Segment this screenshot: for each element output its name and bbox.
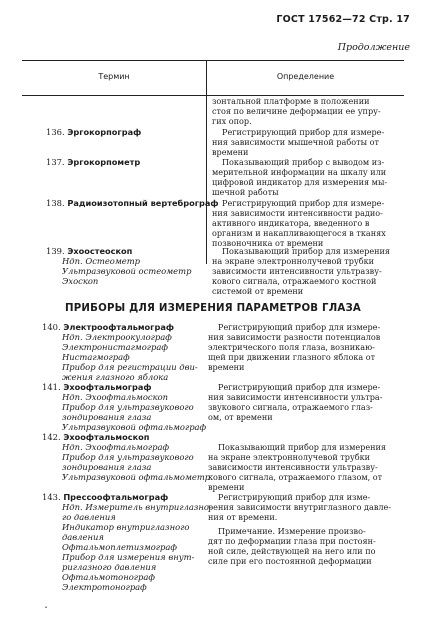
table-header (22, 60, 404, 96)
term-139 (46, 246, 132, 256)
definition-line: ом, от времени (208, 412, 273, 422)
section-title: ПРИБОРЫ ДЛЯ ИЗМЕРЕНИЯ ПАРАМЕТРОВ ГЛАЗА (65, 303, 361, 314)
term-number: 138. (46, 198, 65, 208)
definition-line: ния зависимости интенсивности ультра- (208, 392, 383, 402)
term-synonym: Прибор для регистрации дви- (62, 362, 198, 372)
definition-line: позвоночника от времени (212, 238, 324, 248)
term-number: 139. (46, 246, 65, 256)
definition-line: Примечание. Измерение произво- (218, 526, 366, 536)
definition-line: кового сигнала, отражаемого костной (212, 276, 377, 286)
term-synonym: Индикатор внутриглазного (62, 522, 190, 532)
definition-line: щей при движении глазного яблока от (208, 352, 376, 362)
column-rule (206, 94, 207, 264)
term-name: Эхоофтальмограф (63, 382, 152, 392)
definition-line: Регистрирующий прибор для измере- (218, 322, 381, 332)
definition-line: ной силе, действующей на него или по (208, 546, 376, 556)
definition-line: рения зависимости внутриглазного давле- (208, 502, 392, 512)
term-synonym: Ультразвуковой остеометр (62, 266, 192, 276)
term-number: 143. (42, 492, 61, 502)
term-synonym: риглазного давления (62, 562, 157, 572)
term-synonym: Эхоскоп (62, 276, 99, 286)
term-138 (46, 198, 219, 208)
definition-line: зависимости интенсивности ультразву- (208, 462, 378, 472)
term-number: 136. (46, 127, 65, 137)
definition-line: кового сигнала, отражаемого глазом, от (208, 472, 383, 482)
term-number: 142. (42, 432, 61, 442)
definition-line: ния зависимости интенсивности радио- (212, 208, 383, 218)
column-header-definition: Определение (276, 72, 335, 81)
term-synonym: Прибор для ультразвукового (62, 402, 194, 412)
definition-line: шечной работы (212, 187, 279, 197)
term-synonym: Офтальмоплетизмограф (62, 542, 177, 552)
definition-line: активного индикатора, введенного в (212, 218, 370, 228)
term-synonym: Ультразвуковой офтальмометр (62, 472, 211, 482)
term-name: Прессоофтальмограф (63, 492, 169, 502)
definition-line: Показывающий прибор для измерения (218, 442, 387, 452)
term-synonym: Электротонограф (62, 582, 147, 592)
definition-line: системой от времени (212, 286, 304, 296)
definition-line: времени (208, 362, 245, 372)
definition-line: электрического поля глаза, возникаю- (208, 342, 375, 352)
term-number: 140. (42, 322, 61, 332)
definition-line: Регистрирующий прибор для измере- (222, 127, 385, 137)
definition-line: Регистрирующий прибор для измере- (222, 198, 385, 208)
term-name: Эхоостеоскоп (67, 246, 133, 256)
definition-line: зонтальной платформе в положении (212, 96, 370, 106)
term-name: Эргокорпограф (67, 127, 142, 137)
term-synonym: Ндп. Электроокулограф (62, 332, 172, 342)
definition-line: времени (212, 147, 249, 157)
term-name: Эргокорпометр (67, 157, 141, 167)
definition-line: стоя по величине деформации ее упру- (212, 106, 381, 116)
column-header-term: Термин (98, 72, 130, 81)
definition-line: организм и накапливающегося в тканях (212, 228, 386, 238)
definition-line: ния зависимости разности потенциалов (208, 332, 381, 342)
term-name: Эхоофтальмоскоп (63, 432, 150, 442)
definition-line: звукового сигнала, отражаемого глаз- (208, 402, 373, 412)
term-synonym: Ндп. Остеометр (62, 256, 141, 266)
term-synonym: зондирования глаза (62, 412, 152, 422)
term-synonym: жения глазного яблока (62, 372, 169, 382)
definition-line: дят по деформации глаза при постоян- (208, 536, 376, 546)
term-synonym: го давления (62, 512, 116, 522)
term-synonym: Офтальмотонограф (62, 572, 155, 582)
term-142 (42, 432, 149, 442)
definition-line: времени (208, 482, 245, 492)
term-synonym: Прибор для ультразвукового (62, 452, 194, 462)
term-synonym: давления (62, 532, 104, 542)
definition-line: силе при его постоянной деформации (208, 556, 372, 566)
term-137 (46, 157, 140, 167)
definition-line: на экране электроннолучевой трубки (208, 452, 371, 462)
term-141 (42, 382, 152, 392)
term-synonym: Ндп. Эхоофтальмограф (62, 442, 170, 452)
definition-line: на экране электроннолучевой трубки (212, 256, 375, 266)
term-name: Радиоизотопный вертеброграф (67, 198, 219, 208)
continuation-label: Продолжение (337, 42, 410, 53)
definition-line: мерительной информации на шкалу или (212, 167, 387, 177)
definition-line: ния зависимости мышечной работы от (212, 137, 379, 147)
definition-line: гих опор. (212, 116, 252, 126)
term-synonym: Нистагмограф (62, 352, 130, 362)
term-synonym: Прибор для измерения внут- (62, 552, 195, 562)
term-136 (46, 127, 141, 137)
definition-line: Показывающий прибор с выводом из- (222, 157, 385, 167)
term-number: 137. (46, 157, 65, 167)
term-synonym: Электронистагмограф (62, 342, 168, 352)
definition-line: Регистрирующий прибор для измере- (218, 382, 381, 392)
term-synonym: зондирования глаза (62, 462, 152, 472)
term-name: Электроофтальмограф (63, 322, 174, 332)
term-synonym: Ндп. Эхоофтальмоскоп (62, 392, 169, 402)
margin-mark: ˇ (44, 606, 48, 615)
term-synonym: Ндп. Измеритель внутриглазно- (62, 502, 212, 512)
definition-line: ния от времени. (208, 512, 278, 522)
term-number: 141. (42, 382, 61, 392)
page-header: ГОСТ 17562—72 Стр. 17 (276, 14, 410, 25)
definition-line: Регистрирующий прибор для изме- (218, 492, 371, 502)
definition-line: Показывающий прибор для измерения (222, 246, 391, 256)
term-140 (42, 322, 174, 332)
definition-line: цифровой индикатор для измерения мы- (212, 177, 388, 187)
term-synonym: Ультразвуковой офтальмограф (62, 422, 207, 432)
term-143 (42, 492, 168, 502)
definition-line: зависимости интенсивности ультразву- (212, 266, 382, 276)
